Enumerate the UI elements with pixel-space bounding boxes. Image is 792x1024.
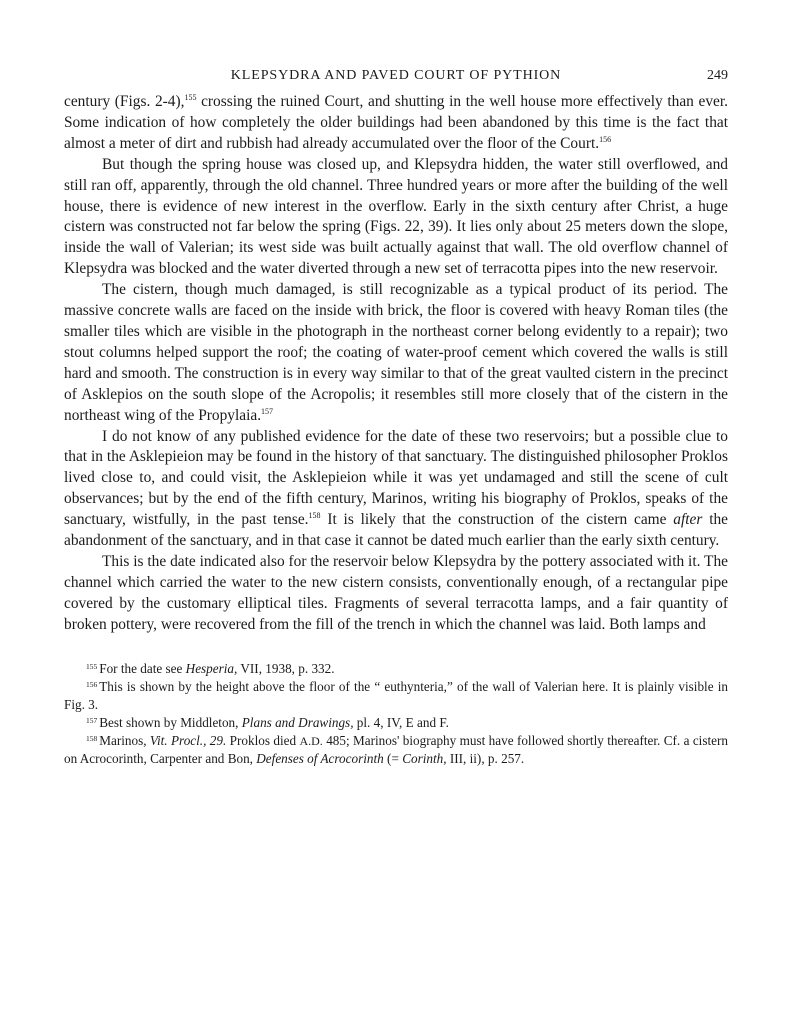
footnote-italic: Plans and Drawings,	[241, 714, 354, 730]
footnotes	[64, 660, 728, 768]
footnote-ref-157: 157	[261, 406, 274, 416]
footnote-156	[64, 678, 728, 714]
running-header	[64, 66, 728, 92]
page	[64, 66, 728, 768]
footnote-italic: Corinth,	[402, 750, 447, 766]
footnote-text: (=	[383, 750, 403, 766]
footnote-number: 155	[86, 661, 98, 671]
footnote-italic: Vit. Procl., 29.	[149, 732, 227, 748]
paragraph-4-text-c: the abandonment of the sanctuary, and in that case it cannot be dated much earlier than the early sixth century.	[64, 511, 728, 550]
footnote-text: Best shown by Middleton,	[99, 714, 242, 730]
footnote-text: This is shown by the height above the floor of the “ euthynteria,” of the wall of Valerian here. It is plainly visible in Fig. 3.	[64, 678, 728, 712]
footnote-italic: Defenses of Acrocorinth	[256, 750, 384, 766]
footnote-155	[64, 660, 728, 678]
paragraph-1-text-b: crossing the ruined Court, and shutting in the well house more effectively than ever. Some indication of how completely the older buildings had been abandoned by this time is the fact that almost a meter of dirt and rubbish had already accumulated over the floor of the Court.	[64, 93, 728, 152]
paragraph-5: This is the date indicated also for the reservoir below Klepsydra by the pottery associated with it. The channel which carried the water to the new cistern consists, conventionally enough, of a rectangular pipe covered by the customary elliptical tiles. Fragments of several terracotta lamps, and a fair quantity of broken pottery, were recovered from the fill of the trench in which the channel was laid. Both lamps and	[64, 552, 728, 633]
footnote-number: 156	[86, 679, 98, 689]
footnote-ref-155: 155	[184, 93, 197, 102]
footnote-text: Proklos died	[226, 732, 300, 748]
footnote-ref-158: 158	[308, 511, 321, 521]
page-number: 249	[707, 68, 728, 83]
paragraph-2: But though the spring house was closed up, and Klepsydra hidden, the water still overflowed, and still ran off, apparently, through the old channel. Three hundred years or more after the building of the well house, there is evidence of new interest in the overflow. Early in the sixth century after Christ, a huge cistern was constructed not far below the spring (Figs. 22, 39). It lies only about 25 meters down the slope, inside the wall of Valerian; its west side was built actually against that wall. The old overflow channel of Klepsydra was blocked and the water diverted through a new set of terracotta pipes into the new reservoir.	[64, 155, 728, 278]
footnote-text: For the date see	[99, 660, 186, 676]
paragraph-4-text-b: It is likely that the construction of the cistern came	[320, 511, 674, 529]
footnote-157	[64, 714, 728, 732]
footnote-text: 485; Marinos' biography must have followed shortly thereafter. Cf. a cistern on Acrocorinth, Carpenter and Bon,	[64, 732, 728, 766]
footnote-small-caps: A.D.	[299, 733, 323, 748]
paragraph-4	[64, 427, 728, 552]
paragraph-4-text-a: I do not know of any published evidence for the date of these two reservoirs; but a possible clue to that in the Asklepieion may be found in the history of that sanctuary. The distinguished philosopher Proklos lived close to, and could visit, the Asklepieion while it was yet undamaged and still the scene of cult observances; but by the end of the fifth century, Marinos, writing his biography of Proklos, speaks of the sanctuary, wistfully, in the past tense.	[64, 427, 728, 529]
paragraph-3	[64, 280, 728, 426]
paragraph-1	[64, 92, 728, 155]
footnote-text: Marinos,	[99, 732, 150, 748]
running-title: KLEPSYDRA AND PAVED COURT OF PYTHION	[230, 68, 562, 83]
footnote-text: VII, 1938, p. 332.	[237, 660, 335, 676]
footnote-158	[64, 732, 728, 768]
body-text	[64, 92, 728, 636]
footnote-number: 158	[86, 733, 98, 743]
paragraph-3-text: The cistern, though much damaged, is still recognizable as a typical product of its period. The massive concrete walls are faced on the inside with brick, the floor is covered with heavy Roman tiles (the smaller tiles which are visible in the photograph in the northeast corner belong evidently to a repair); two stout columns helped support the roof; the coating of water-proof cement which covered the walls is still hard and smooth. The construction is in every way similar to that of the great vaulted cistern in the precinct of Asklepios on the south slope of the Acropolis; it resembles still more closely that of the cistern in the northeast wing of the Propylaia.	[64, 281, 728, 424]
footnote-text: pl. 4, IV, E and F.	[353, 714, 449, 730]
paragraph-4-emphasis: after	[673, 511, 703, 529]
footnote-number: 157	[86, 715, 98, 725]
paragraph-1-text-a: century (Figs. 2-4),	[64, 93, 185, 110]
footnote-text: III, ii), p. 257.	[446, 750, 525, 766]
footnote-italic: Hesperia,	[185, 660, 238, 676]
footnote-ref-156: 156	[599, 134, 612, 144]
